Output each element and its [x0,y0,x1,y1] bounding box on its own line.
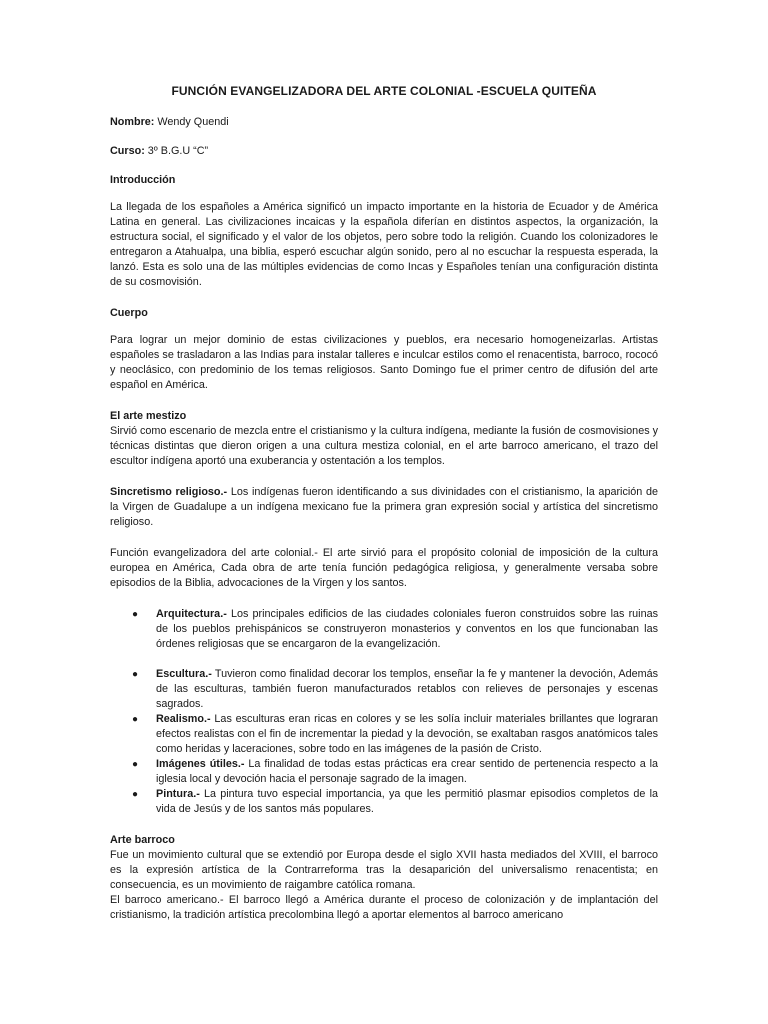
barroco-americano-paragraph: El barroco americano.- El barroco llegó a América durante el proceso de colonización y de implantación del cristianismo, la tradición artística precolombina llegó a aportar elementos al barroco americano [110,894,658,921]
course-value: 3º B.G.U “C” [144,145,209,157]
bullet-label: Imágenes útiles.- [156,758,245,770]
body-heading: Cuerpo [110,307,148,319]
sincretismo-paragraph [110,485,658,530]
sincretismo-text: Los indígenas fueron identificando a sus divinidades con el cristianismo, la aparición de la Virgen de Guadalupe a un indígena mexicano fue la primera gran expresión social y artística del sincretismo religioso. [110,486,658,528]
mestizo-paragraph: Sirvió como escenario de mezcla entre el cristianismo y la cultura indígena, mediante la fusión de cosmovisiones y técnicas distintas que dieron origen a una cultura mestiza colonial, en el arte barroco americano, el trazo del escultor indígena aportó una exuberancia y ostentación a los templos. [110,425,658,467]
funcion-paragraph: Función evangelizadora del arte colonial.- El arte sirvió para el propósito colonial de imposición de la cultura europea en América, Cada obra de arte tenía función pedagógica religiosa, y generalmente versaba sobre episodios de la Biblia, advocaciones de la Virgen y los santos. [110,547,658,589]
intro-paragraph: La llegada de los españoles a América significó un impacto importante en la historia de Ecuador y de América Latina en general. Las civilizaciones incaicas y la española diferían en distintos aspectos, la organización, la estructura social, el significado y el valor de los objetos, pero sobre todo la religión. Cuando los colonizadores le entregaron a Atahualpa, una biblia, esperó escuchar algún sonido, pero al no escuchar la respuesta esperada, la lanzó. Esta es solo una de las múltiples evidencias de como Incas y Españoles tenían una configuración distinta de su cosmovisión. [110,201,658,288]
list-item [110,667,658,712]
barroco-paragraph: Fue un movimiento cultural que se extendió por Europa desde el siglo XVII hasta mediados del XVIII, el barroco es la expresión artística de la Contrarreforma tras la desaparición del universalismo renacentista; en consecuencia, es un movimiento de raigambre católica romana. [110,849,658,891]
bullet-list [110,607,658,817]
course-line [110,144,658,159]
barroco-heading: Arte barroco [110,834,175,846]
bullet-icon: ● [132,759,139,770]
bullet-icon: ● [132,714,139,725]
bullet-label: Arquitectura.- [156,608,227,620]
student-name-line [110,115,658,130]
course-label: Curso: [110,145,145,157]
bullet-label: Escultura.- [156,668,212,680]
bullet-label: Pintura.- [156,788,200,800]
bullet-icon: ● [132,669,139,680]
bullet-text: Tuvieron como finalidad decorar los templos, enseñar la fe y mantener la devoción, Además de las esculturas, también fueron manufacturados retablos con relieves de personajes y escenas sagrados. [156,668,658,710]
mestizo-heading: El arte mestizo [110,410,187,422]
bullet-icon: ● [132,789,139,800]
list-item [110,757,658,787]
bullet-text: Las esculturas eran ricas en colores y se les solía incluir materiales brillantes que lograran efectos realistas con el fin de incrementar la piedad y la devoción, se exaltaban rasgos anatómicos tales como heridas y laceraciones, sobre todo en las imágenes de la pasión de Cristo. [156,713,658,755]
sincretismo-label: Sincretismo religioso.- [110,486,228,498]
list-item [110,787,658,817]
bullet-text: La finalidad de todas estas prácticas era crear sentido de pertenencia respecto a la iglesia local y devoción hacia el personaje sagrado de la imagen. [156,758,659,785]
bullet-text: La pintura tuvo especial importancia, ya que les permitió plasmar episodios completos de la vida de Jesús y de los santos más populares. [156,788,658,815]
intro-heading: Introducción [110,174,176,186]
bullet-text: Los principales edificios de las ciudades coloniales fueron construidos sobre las ruinas de los pueblos prehispánicos se construyeron monasterios y conventos en los que funcionaban las órdenes religiosas que se encargaron de la evangelización. [156,608,658,650]
list-item [110,607,658,652]
body-paragraph: Para lograr un mejor dominio de estas civilizaciones y pueblos, era necesario homogeneizarlas. Artistas españoles se trasladaron a las Indias para instalar talleres e inculcar estilos como el renacentista, barroco, rococó y neoclásico, con predominio de los temas religiosos. Santo Domingo fue el primer centro de difusión del arte español en América. [110,334,658,391]
list-item [110,712,658,757]
name-value: Wendy Quendi [154,116,229,128]
bullet-icon: ● [132,609,139,620]
name-label: Nombre: [110,116,155,128]
bullet-label: Realismo.- [156,713,211,725]
document-title: FUNCIÓN EVANGELIZADORA DEL ARTE COLONIAL -ESCUELA QUITEÑA [171,84,597,98]
